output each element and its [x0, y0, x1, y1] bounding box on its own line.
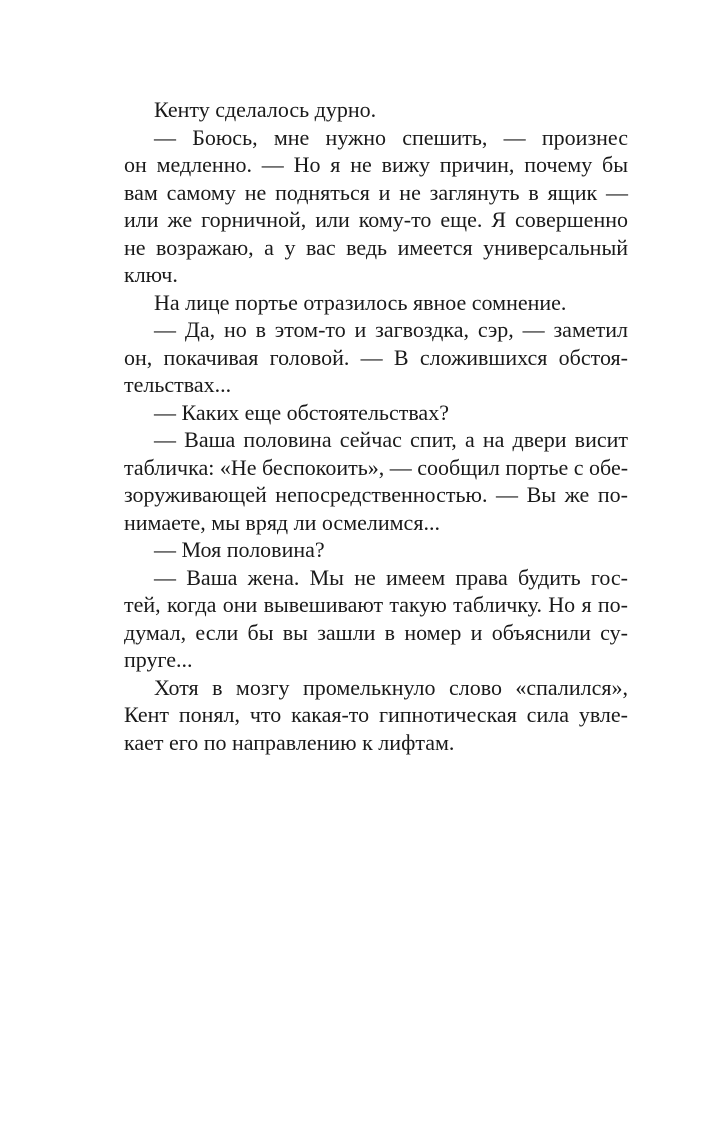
- text-line: — Ваша половина сейчас спит, а на двери висит: [154, 427, 628, 452]
- text-line: не возражаю, а у вас ведь имеется универсальный: [124, 234, 628, 260]
- text-line: — Боюсь, мне нужно спешить, — произнес: [154, 124, 628, 150]
- text-line: ключ.: [124, 262, 178, 287]
- text-line: Кенту сделалось дурно.: [154, 97, 377, 122]
- text-line: зоруживающей непосредственностью. — Вы же по-: [124, 482, 628, 507]
- text-line: тей, когда они вывешивают такую табличку. Но я по-: [124, 592, 628, 617]
- text-line: кает его по направлению к лифтам.: [124, 729, 455, 755]
- text-line: вам самому не подняться и не заглянуть в ящик —: [124, 179, 628, 205]
- text-line: или же горничной, или кому-то еще. Я совершенно: [124, 207, 628, 232]
- text-line: он медленно. — Но я не вижу причин, почему бы: [124, 152, 628, 177]
- text-line: пруге...: [124, 647, 193, 672]
- text-line: — Ваша жена. Мы не имеем права будить гос-: [154, 564, 628, 590]
- body-text: [124, 96, 628, 756]
- text-line: тельствах...: [124, 372, 232, 397]
- text-line: Хотя в мозгу промелькнуло слово «спалился»,: [154, 674, 628, 700]
- text-line: На лице портье отразилось явное сомнение.: [154, 289, 567, 315]
- text-line: думал, если бы вы зашли в номер и объяснили су-: [124, 619, 628, 645]
- text-line: нимаете, мы вряд ли осмелимся...: [124, 509, 440, 535]
- text-line: он, покачивая головой. — В сложившихся обстоя-: [124, 344, 628, 370]
- text-line: — Каких еще обстоятельствах?: [154, 399, 449, 425]
- text-line: — Да, но в этом-то и загвоздка, сэр, — заметил: [154, 317, 628, 342]
- text-line: — Моя половина?: [154, 537, 325, 562]
- text-line: Кент понял, что какая-то гипнотическая сила увле-: [124, 702, 628, 727]
- text-line: табличка: «Не беспокоить», — сообщил портье с обе-: [124, 454, 629, 480]
